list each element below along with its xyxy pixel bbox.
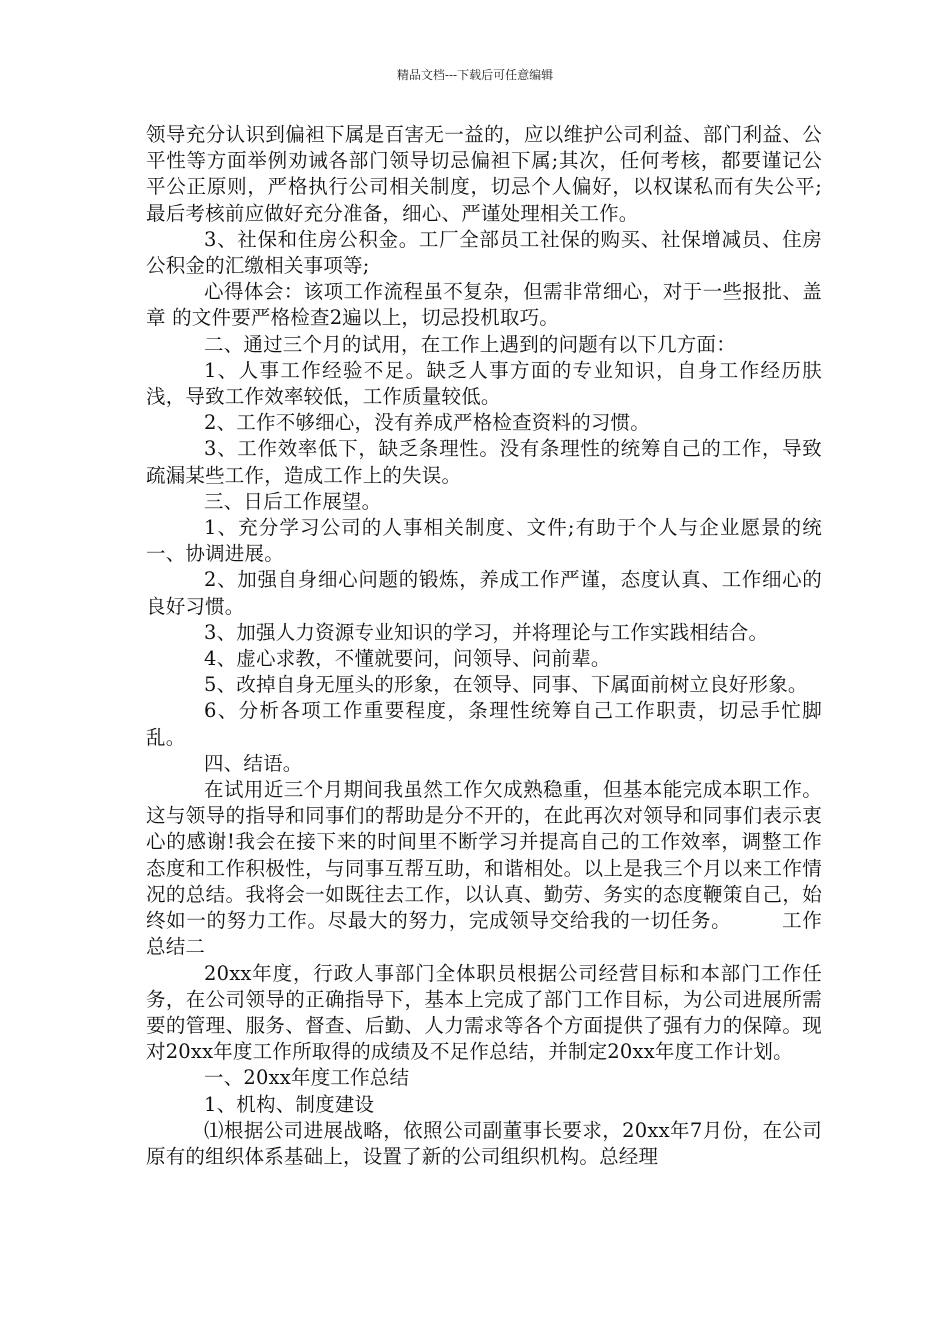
paragraph: 在试用近三个月期间我虽然工作欠成熟稳重，但基本能完成本职工作。这与领导的指导和同事们的帮助是分不开的，在此再次对领导和同事们表示衷心的感谢!我会在接下来的时间里不断学习并提高自己的工作效率，调整工作态度和工作积极性，与同事互帮互助，和谐相处。以上是我三个月以来工作情况的总结。我将会一如既往去工作，以认真、勤劳、务实的态度鞭策自己，始终如一的努力工作。尽最大的努力，完成领导交给我的一切任务。 工作总结二 — [146, 778, 822, 959]
paragraph: 2、工作不够细心，没有养成严格检查资料的习惯。 — [204, 411, 651, 435]
paragraph: 20xx年度，行政人事部门全体职员根据公司经营目标和本部门工作任务，在公司领导的正确指导下，基本上完成了部门工作目标，为公司进展所需要的管理、服务、督查、后勤、人力需求等各个方面提供了强有力的保障。现对20xx年度工作所取得的成绩及不足作总结，并制定20xx年度工作计划。 — [146, 961, 822, 1064]
paragraph: 1、人事工作经验不足。缺乏人事方面的专业知识，自身工作经历肤浅，导致工作效率较低，工作质量较低。 — [146, 358, 822, 409]
document-body — [146, 122, 822, 1170]
paragraph: 1、充分学习公司的人事相关制度、文件;有助于个人与企业愿景的统一、协调进展。 — [146, 516, 822, 566]
paragraph: 3、加强人力资源专业知识的学习，并将理论与工作实践相结合。 — [204, 620, 769, 644]
paragraph: 领导充分认识到偏袒下属是百害无一益的，应以维护公司利益、部门利益、公平性等方面举例劝诫各部门领导切忌偏袒下属;其次，任何考核，都要谨记公平公正原则，严格执行公司相关制度，切忌个人偏好，以权谋私而有失公平;最后考核前应做好充分准备，细心、严谨处理相关工作。 — [146, 123, 822, 225]
paragraph: ⑴根据公司进展战略，依照公司副董事长要求，20xx年7月份，在公司原有的组织体系基础上，设置了新的公司组织机构。总经理 — [146, 1118, 822, 1168]
paragraph: 2、加强自身细心问题的锻炼，养成工作严谨，态度认真、工作细心的良好习惯。 — [146, 568, 822, 618]
section-heading: 三、日后工作展望。 — [204, 489, 382, 513]
subsection-heading: 1、机构、制度建设 — [204, 1092, 375, 1116]
section-heading: 二、通过三个月的试用，在工作上遇到的问题有以下几方面： — [204, 332, 736, 356]
paragraph: 6、分析各项工作重要程度，条理性统筹自己工作职责，切忌手忙脚乱。 — [146, 699, 822, 749]
paragraph: 心得体会：该项工作流程虽不复杂，但需非常细心，对于一些报批、盖章 的文件要严格检查2遍以上，切忌投机取巧。 — [146, 280, 822, 330]
paragraph: 3、社保和住房公积金。工厂全部员工社保的购买、社保增减员、住房公积金的汇缴相关事项等; — [146, 227, 822, 278]
paragraph: 3、工作效率低下，缺乏条理性。没有条理性的统筹自己的工作，导致疏漏某些工作，造成工作上的失误。 — [146, 437, 822, 487]
page-header-note: 精品文档---下载后可任意编辑 — [396, 68, 554, 82]
section-heading: 一、20xx年度工作总结 — [204, 1066, 410, 1090]
section-heading: 四、结语。 — [204, 751, 303, 775]
paragraph: 5、改掉自身无厘头的形象，在领导、同事、下属面前树立良好形象。 — [204, 673, 808, 697]
paragraph: 4、虚心求教，不懂就要问，问领导、问前辈。 — [204, 647, 611, 671]
